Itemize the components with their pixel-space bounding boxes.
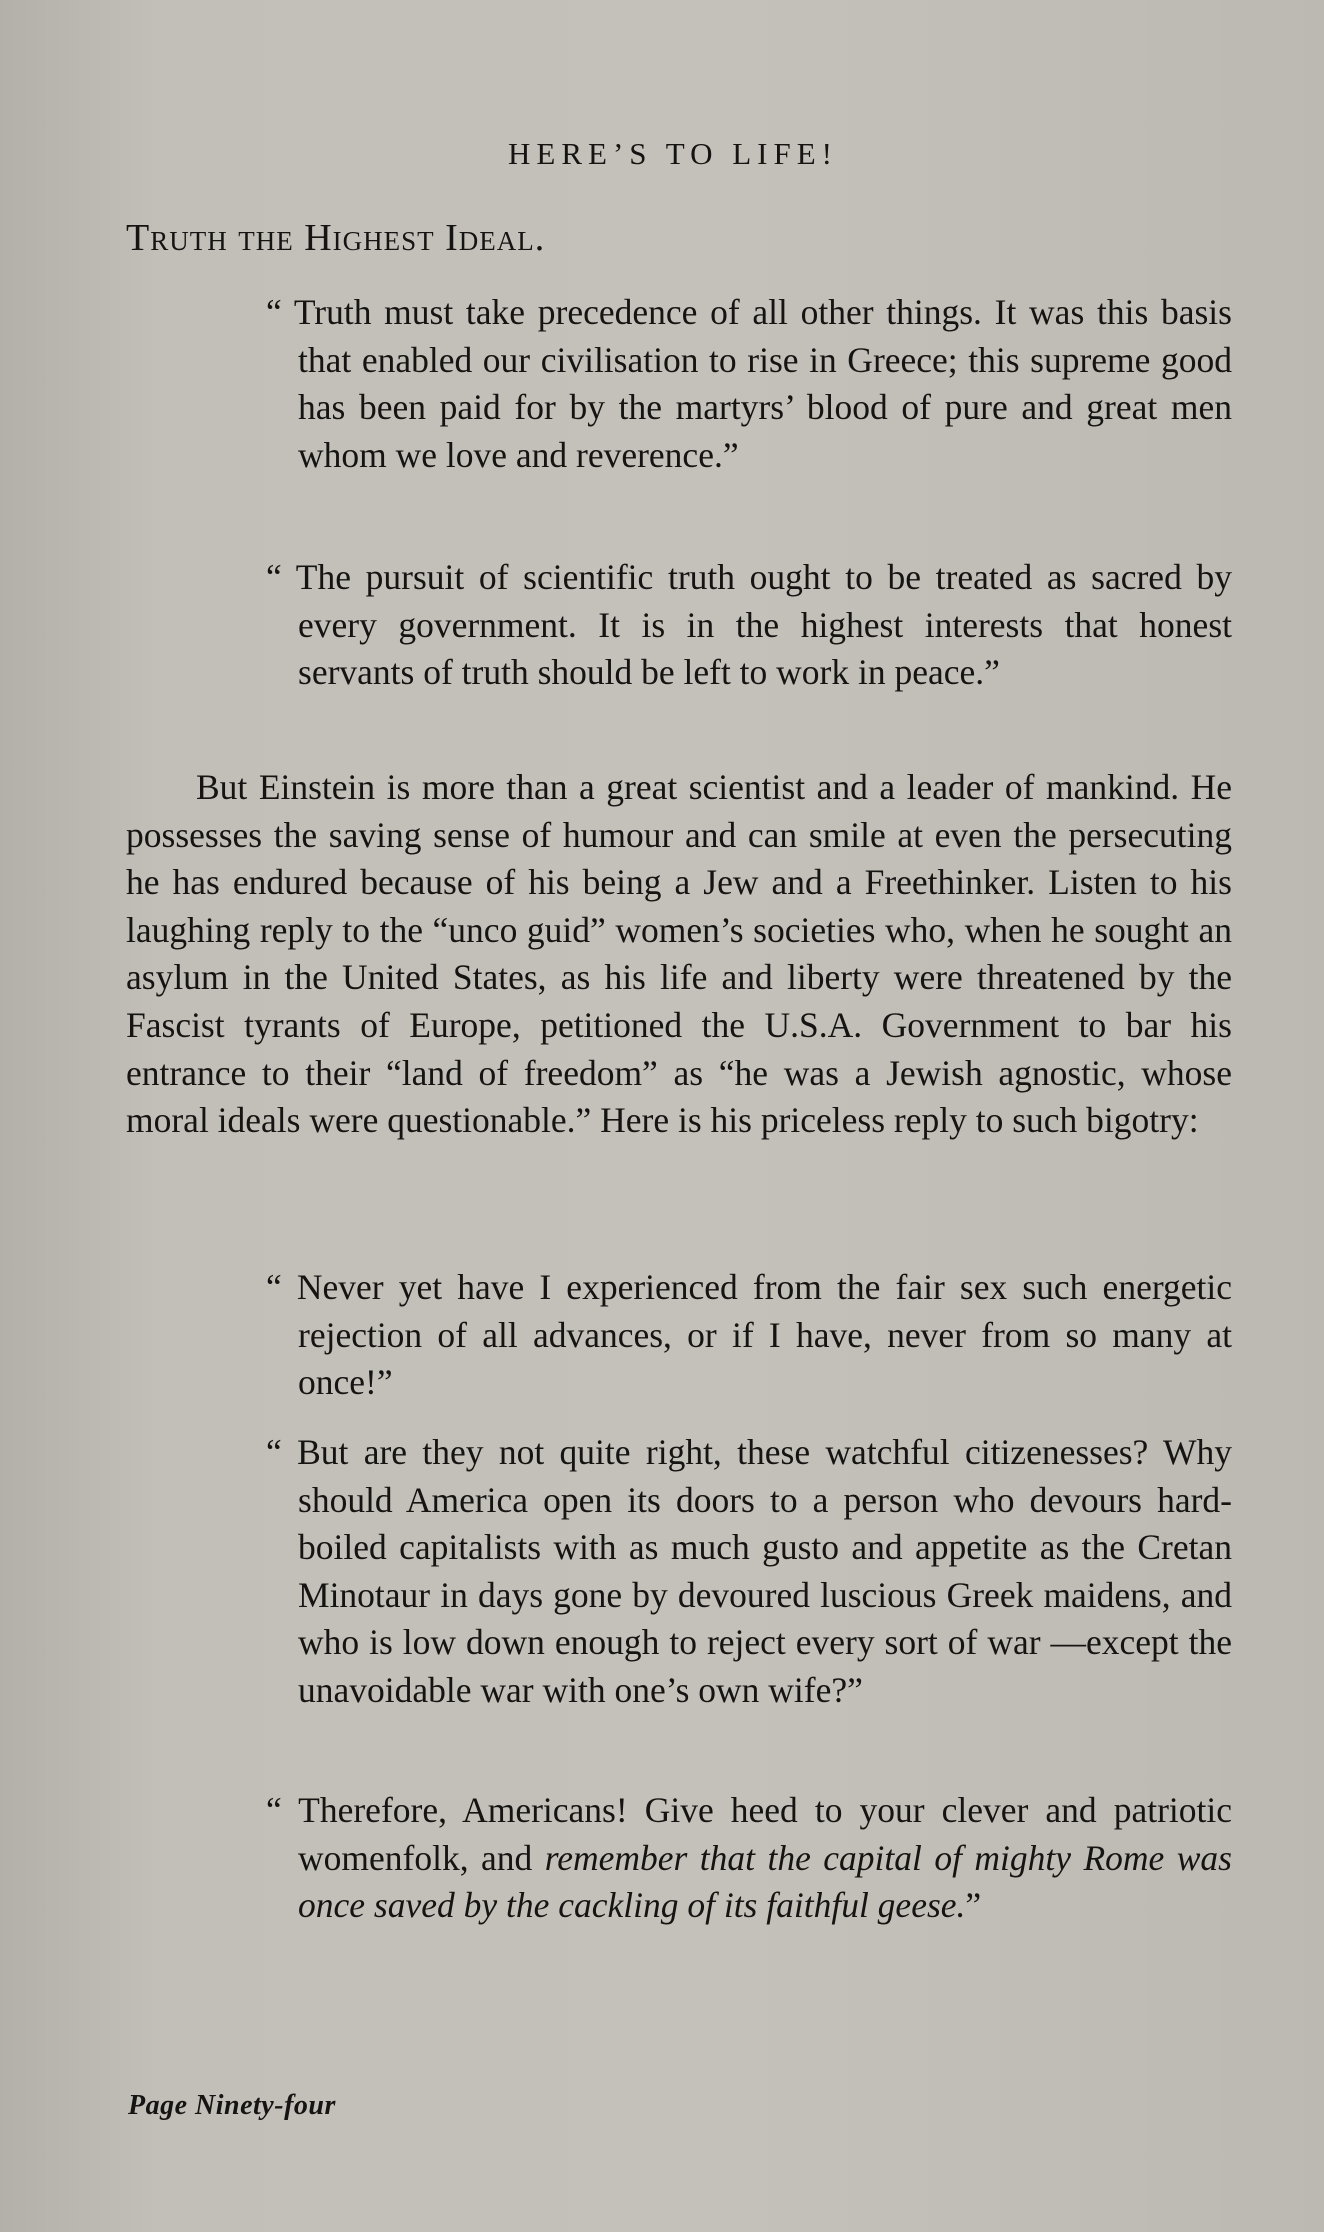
quote-scientific-truth: “ The pursuit of scientific truth ought to be treated as sacred by every government. It is in the highest interests that honest servants of truth should be left to work in peace.” — [266, 557, 1232, 693]
quote-truth-precedence: “ Truth must take precedence of all other things. It was this basis that enabled our civilisation to rise in Greece; this supreme good has been paid for by the martyrs’ blood of pure and great men whom we love and reverence.” — [266, 292, 1232, 475]
section-heading: Truth the Highest Ideal. — [126, 217, 546, 259]
page-number: Page Ninety-four — [128, 2090, 336, 2121]
quote-americans-plain: “ Therefore, Americans! Give heed to your clever and patriotic womenfolk, and — [266, 1790, 1232, 1878]
quote-fair-sex: “ Never yet have I experienced from the fair sex such energetic rejection of all advances, or if I have, never from so many at once!” — [266, 1267, 1232, 1403]
running-head: HERE’S TO LIFE! — [508, 136, 838, 171]
body-paragraph: But Einstein is more than a great scientist and a leader of mankind. He possesses the saving sense of humour and can smile at even the persecuting he has endured because of his being a Jew and a Freethinker. Listen to his laughing reply to the “unco guid” women’s societies who, when he sought an asylum in the United States, as his life and liberty were threatened by the Fascist tyrants of Europe, petitioned the U.S.A. Government to bar his entrance to their “land of freedom” as “he was a Jewish agnostic, whose moral ideals were questionable.” Here is his priceless reply to such bigotry: — [126, 767, 1232, 1141]
quote-watchful-citizenesses: “ But are they not quite right, these watchful citizenesses? Why should America open its doors to a person who devours hard-boiled capitalists with as much gusto and appetite as the Cretan Minotaur in days gone by devoured luscious Greek maidens, and who is low down enough to reject every sort of war —except the unavoidable war with one’s own wife?” — [266, 1432, 1232, 1710]
quote-americans-italic: remember that the capital of mighty Rome was once saved by the cackling of its faithful geese. — [298, 1837, 1232, 1926]
quote-americans-end: ” — [965, 1885, 982, 1926]
quote-americans — [266, 1787, 1232, 1930]
